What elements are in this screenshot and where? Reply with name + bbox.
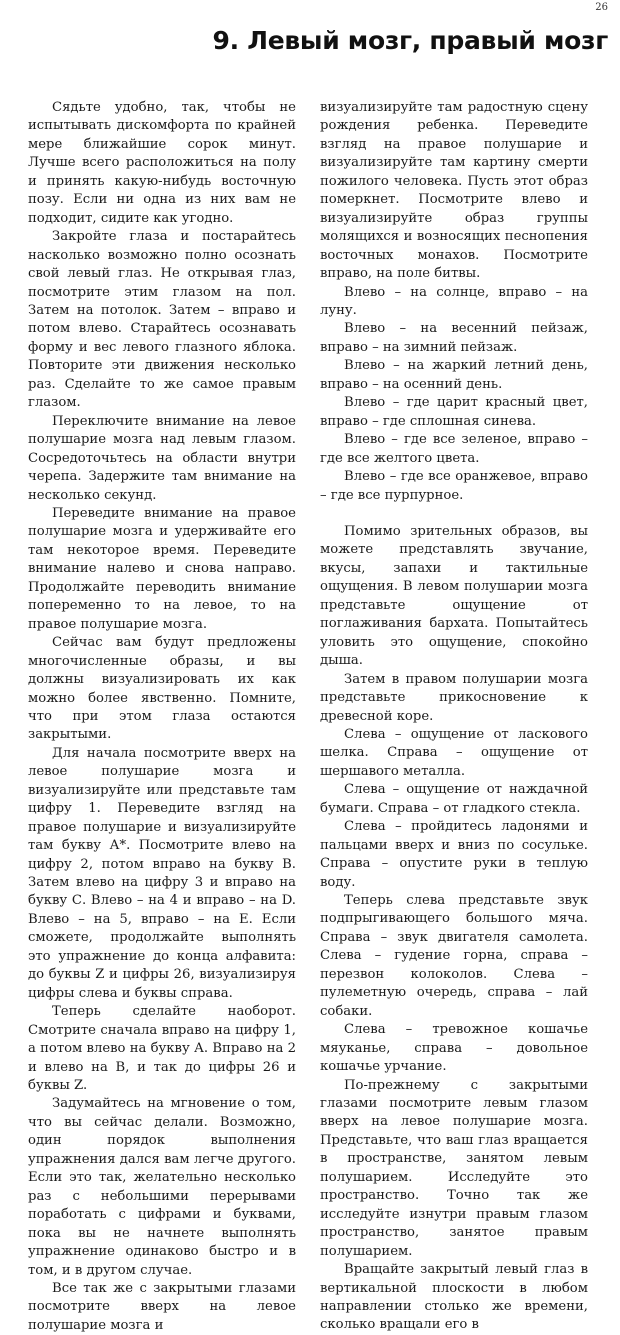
paragraph: По-прежнему с закрытыми глазами посмотрите левым глазом вверх на левое полушарие мозга. Представьте, что ваш глаз вращается в пространстве, занятом левым полушарием. Исследуйте это пространство. Точно так же исследуйте изнутри правым глазом пространство, занятое правым полушарием. — [320, 1077, 588, 1259]
left-column — [28, 99, 296, 1335]
paragraph: Слева – ощущение от ласкового шелка. Справа – ощущение от шершавого металла. — [320, 726, 588, 779]
paragraph: Переключите внимание на левое полушарие мозга над левым глазом. Сосредоточьтесь на области внутри черепа. Задержите там внимание на несколько секунд. — [28, 413, 296, 503]
page-number: 26 — [595, 2, 608, 13]
pair-line: Влево – на солнце, вправо – на луну. — [320, 284, 588, 318]
paragraph: Сейчас вам будут предложены многочисленные образы, и вы должны визуализировать их как можно более явственно. Помните, что при этом глаза остаются закрытыми. — [28, 635, 296, 743]
paragraph: Сядьте удобно, так, чтобы не испытывать дискомфорта по крайней мере ближайшие сорок минут. Лучше всего расположиться на полу и принять какую-нибудь восточную позу. Если ни одна из них вам не подходит, сидите как угодно. — [28, 100, 296, 226]
paragraph: Слева – ощущение от наждачной бумаги. Справа – от гладкого стекла. — [320, 782, 588, 816]
paragraph-continuation: визуализируйте там радостную сцену рождения ребенка. Переведите взгляд на правое полушарие и визуализируйте там картину смерти пожилого человека. Пусть этот образ померкнет. Посмотрите влево и визуализируйте образ группы молящихся и возносящих песнопения восточных монахов. Посмотрите вправо, на поле битвы. — [320, 100, 588, 282]
paragraph: Слева – тревожное кошачье мяуканье, справа – довольное кошачье урчание. — [320, 1022, 588, 1075]
paragraph: Закройте глаза и постарайтесь насколько возможно полно осознать свой левый глаз. Не открывая глаз, посмотрите этим глазом на пол. Затем на потолок. Затем – вправо и потом влево. Старайтесь осознавать форму и вес левого глазного яблока. Повторите эти движения несколько раз. Сделайте то же самое правым глазом. — [28, 229, 296, 411]
paragraph: Слева – пройдитесь ладонями и пальцами вверх и вниз по сосульке. Справа – опустите руки в теплую воду. — [320, 819, 588, 890]
pair-line: Влево – где все оранжевое, вправо – где все пурпурное. — [320, 469, 588, 503]
paragraph: Вращайте закрытый левый глаз в вертикальной плоскости в любом направлении столько же времени, сколько вращали его в — [320, 1262, 588, 1333]
paragraph: Теперь слева представьте звук подпрыгивающего большого мяча. Справа – звук двигателя самолета. Слева – гудение горна, справа – перезвон колоколов. Слева – пулеметную очередь, справа – лай собаки. — [320, 893, 588, 1019]
paragraph: Все так же с закрытыми глазами посмотрите вверх на левое полушарие мозга и — [28, 1281, 296, 1333]
right-column — [320, 99, 588, 1335]
paragraph: Переведите внимание на правое полушарие мозга и удерживайте его там некоторое время. Переведите внимание налево и снова направо. Продолжайте переводить внимание попеременно то на левое, то на правое полушарие мозга. — [28, 505, 296, 632]
paragraph: Затем в правом полушарии мозга представьте прикосновение к древесной коре. — [320, 671, 588, 724]
paragraph: Помимо зрительных образов, вы можете представлять звучание, вкусы, запахи и тактильные ощущения. В левом полушарии мозга представьте ощущение от поглаживания бархата. Попытайтесь уловить это ощущение, спокойно дыша. — [320, 523, 588, 669]
pair-line: Влево – где все зеленое, вправо – где все желтого цвета. — [320, 432, 588, 466]
pair-line: Влево – на весенний пейзаж, вправо – на зимний пейзаж. — [320, 321, 588, 355]
paragraph: Задумайтесь на мгновение о том, что вы сейчас делали. Возможно, один порядок выполнения упражнения дался вам легче другого. Если это так, желательно несколько раз с небольшими перерывами поработать с цифрами и буквами, пока вы не начнете выполнять упражнение одинаково быстро и в том, и в другом случае. — [28, 1096, 296, 1278]
paragraph: Теперь сделайте наоборот. Смотрите сначала вправо на цифру 1, а потом влево на букву А. Вправо на 2 и влево на В, и так до цифры 26 и буквы Z. — [28, 1004, 296, 1094]
paragraph: Для начала посмотрите вверх на левое полушарие мозга и визуализируйте или представьте там цифру 1. Переведите взгляд на правое полушарие и визуализируйте там букву А*. Посмотрите влево на цифру 2, потом вправо на букву В. Затем влево на цифру 3 и вправо на букву С. Влево – на 4 и вправо – на D. Влево – на 5, вправо – на Е. Если сможете, продолжайте выполнять это упражнение до конца алфавита: до буквы Z и цифры 26, визуализируя цифры слева и буквы справа. — [28, 745, 296, 1001]
pair-line: Влево – на жаркий летний день, вправо – на осенний день. — [320, 358, 588, 392]
pair-line: Влево – где царит красный цвет, вправо – где сплошная синева. — [320, 395, 588, 429]
chapter-title: 9. Левый мозг, правый мозг — [212, 26, 608, 55]
